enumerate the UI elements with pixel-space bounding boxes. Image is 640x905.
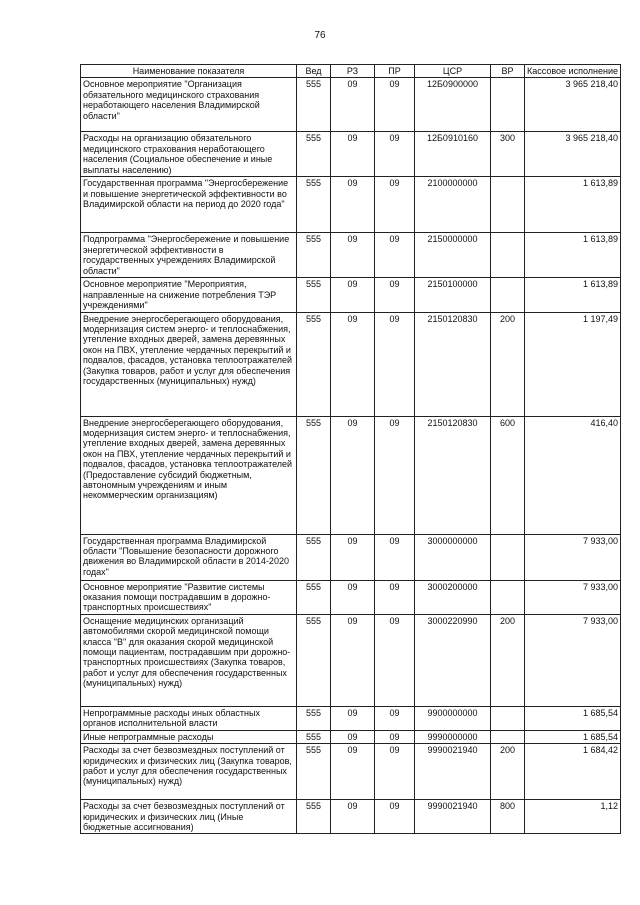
header-ved: Вед	[297, 65, 331, 78]
row-vr	[491, 534, 525, 580]
row-csr: 3000200000	[415, 580, 491, 614]
row-vr	[491, 706, 525, 730]
row-pr: 09	[375, 132, 415, 177]
row-rz: 09	[331, 744, 375, 800]
row-amount: 416,40	[525, 416, 621, 534]
row-ved: 555	[297, 744, 331, 800]
header-csr: ЦСР	[415, 65, 491, 78]
row-rz: 09	[331, 706, 375, 730]
row-ved: 555	[297, 78, 331, 132]
row-csr: 12Б0900000	[415, 78, 491, 132]
row-ved: 555	[297, 233, 331, 278]
row-name: Расходы на организацию обязательного медицинского страхования неработающего населения (Социальное обеспечение и иные выплаты населению)	[81, 132, 297, 177]
row-pr: 09	[375, 233, 415, 278]
row-amount: 1 685,54	[525, 706, 621, 730]
page-number: 76	[314, 30, 326, 41]
row-rz: 09	[331, 78, 375, 132]
row-name: Подпрограмма "Энергосбережение и повышение энергетической эффективности в государственных учреждениях Владимирской области"	[81, 233, 297, 278]
row-pr: 09	[375, 614, 415, 706]
row-ved: 555	[297, 730, 331, 743]
row-pr: 09	[375, 534, 415, 580]
row-name: Государственная программа Владимирской области "Повышение безопасности дорожного движения во Владимирской области в 2014-2020 годах"	[81, 534, 297, 580]
header-vr: ВР	[491, 65, 525, 78]
table-row	[81, 614, 621, 706]
table-row	[81, 278, 621, 312]
table-row	[81, 132, 621, 177]
row-csr: 9900000000	[415, 706, 491, 730]
row-vr: 200	[491, 744, 525, 800]
row-name: Иные непрограммные расходы	[81, 730, 297, 743]
table-row	[81, 312, 621, 416]
row-pr: 09	[375, 800, 415, 834]
row-amount: 1 684,42	[525, 744, 621, 800]
row-ved: 555	[297, 534, 331, 580]
row-csr: 3000220990	[415, 614, 491, 706]
row-amount: 3 965 218,40	[525, 132, 621, 177]
row-name: Основное мероприятие "Мероприятия, направленные на снижение потребления ТЭР учреждениями"	[81, 278, 297, 312]
row-pr: 09	[375, 744, 415, 800]
row-amount: 3 965 218,40	[525, 78, 621, 132]
row-name: Внедрение энергосберегающего оборудования, модернизация систем энерго- и теплоснабжения, утепление входных дверей, замена деревянных окон на ПВХ, утепление чердачных перекрытий и подвалов, фасадов, установка теплоотражателей (Закупка товаров, работ и услуг для обеспечения государственных (муниципальных) нужд)	[81, 312, 297, 416]
row-pr: 09	[375, 312, 415, 416]
row-vr	[491, 177, 525, 233]
table-header-row	[81, 65, 621, 78]
row-rz: 09	[331, 132, 375, 177]
row-name: Государственная программа "Энергосбережение и повышение энергетической эффективности во Владимирской области на период до 2020 года"	[81, 177, 297, 233]
row-pr: 09	[375, 730, 415, 743]
row-amount: 7 933,00	[525, 614, 621, 706]
row-csr: 9990021940	[415, 800, 491, 834]
row-ved: 555	[297, 278, 331, 312]
row-ved: 555	[297, 614, 331, 706]
row-rz: 09	[331, 730, 375, 743]
budget-execution-table	[80, 64, 621, 834]
row-ved: 555	[297, 800, 331, 834]
row-amount: 7 933,00	[525, 534, 621, 580]
row-csr: 2100000000	[415, 177, 491, 233]
row-vr	[491, 78, 525, 132]
table-row	[81, 78, 621, 132]
row-name: Внедрение энергосберегающего оборудования, модернизация систем энерго- и теплоснабжения, утепление входных дверей, замена деревянных окон на ПВХ, утепление чердачных перекрытий и подвалов, фасадов, установка теплоотражателей (Предоставление субсидий бюджетным, автономным учреждениям и иным некоммерческим организациям)	[81, 416, 297, 534]
header-amount: Кассовое исполнение	[525, 65, 621, 78]
header-rz: РЗ	[331, 65, 375, 78]
row-rz: 09	[331, 416, 375, 534]
row-ved: 555	[297, 132, 331, 177]
table-row	[81, 706, 621, 730]
table-row	[81, 534, 621, 580]
table-row	[81, 800, 621, 834]
row-name: Основное мероприятие "Организация обязательного медицинского страхования неработающего населения Владимирской области"	[81, 78, 297, 132]
row-rz: 09	[331, 580, 375, 614]
row-pr: 09	[375, 278, 415, 312]
row-rz: 09	[331, 534, 375, 580]
row-amount: 1 197,49	[525, 312, 621, 416]
row-vr: 600	[491, 416, 525, 534]
header-name: Наименование показателя	[81, 65, 297, 78]
table-row	[81, 730, 621, 743]
row-vr: 800	[491, 800, 525, 834]
row-csr: 2150100000	[415, 278, 491, 312]
row-pr: 09	[375, 177, 415, 233]
row-vr: 200	[491, 614, 525, 706]
row-rz: 09	[331, 614, 375, 706]
row-amount: 1 613,89	[525, 177, 621, 233]
table-row	[81, 233, 621, 278]
table-row	[81, 580, 621, 614]
row-ved: 555	[297, 706, 331, 730]
row-ved: 555	[297, 177, 331, 233]
row-rz: 09	[331, 177, 375, 233]
row-vr	[491, 730, 525, 743]
row-rz: 09	[331, 278, 375, 312]
row-name: Оснащение медицинских организаций автомобилями скорой медицинской помощи класса "В" для оказания скорой медицинской помощи пациентам, пострадавшим при дорожно-транспортных происшествиях (Закупка товаров, работ и услуг для обеспечения государственных (муниципальных) нужд)	[81, 614, 297, 706]
row-rz: 09	[331, 312, 375, 416]
row-pr: 09	[375, 580, 415, 614]
row-rz: 09	[331, 233, 375, 278]
row-csr: 2150000000	[415, 233, 491, 278]
row-vr: 300	[491, 132, 525, 177]
row-ved: 555	[297, 580, 331, 614]
row-ved: 555	[297, 312, 331, 416]
row-vr: 200	[491, 312, 525, 416]
row-name: Расходы за счет безвозмездных поступлений от юридических и физических лиц (Закупка товаров, работ и услуг для обеспечения государственных (муниципальных) нужд)	[81, 744, 297, 800]
row-rz: 09	[331, 800, 375, 834]
row-ved: 555	[297, 416, 331, 534]
row-vr	[491, 580, 525, 614]
row-vr	[491, 278, 525, 312]
row-pr: 09	[375, 416, 415, 534]
row-csr: 9990021940	[415, 744, 491, 800]
row-csr: 2150120830	[415, 416, 491, 534]
row-amount: 1 613,89	[525, 233, 621, 278]
row-csr: 9990000000	[415, 730, 491, 743]
row-csr: 12Б0910160	[415, 132, 491, 177]
row-csr: 3000000000	[415, 534, 491, 580]
row-vr	[491, 233, 525, 278]
row-pr: 09	[375, 706, 415, 730]
row-amount: 1 685,54	[525, 730, 621, 743]
row-amount: 1,12	[525, 800, 621, 834]
table-row	[81, 416, 621, 534]
row-name: Непрограммные расходы иных областных органов исполнительной власти	[81, 706, 297, 730]
table-row	[81, 177, 621, 233]
row-name: Расходы за счет безвозмездных поступлений от юридических и физических лиц (Иные бюджетные ассигнования)	[81, 800, 297, 834]
row-amount: 7 933,00	[525, 580, 621, 614]
header-pr: ПР	[375, 65, 415, 78]
table-row	[81, 744, 621, 800]
row-csr: 2150120830	[415, 312, 491, 416]
row-amount: 1 613,89	[525, 278, 621, 312]
row-name: Основное мероприятие "Развитие системы оказания помощи пострадавшим в дорожно-транспортных происшествиях"	[81, 580, 297, 614]
row-pr: 09	[375, 78, 415, 132]
